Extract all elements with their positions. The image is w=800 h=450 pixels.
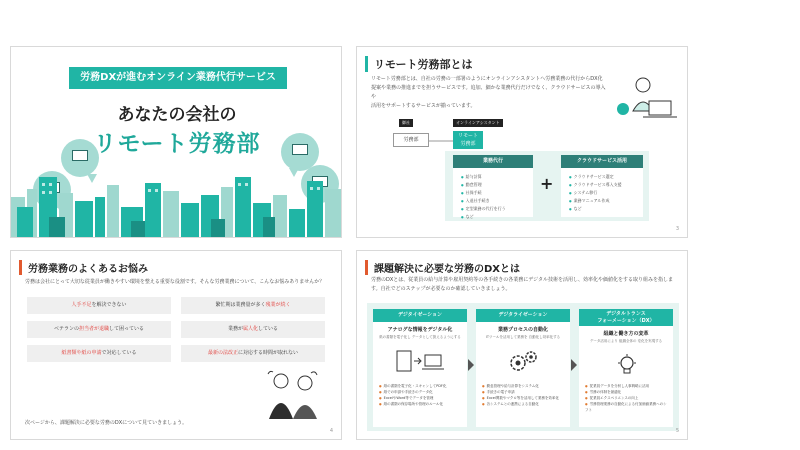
slide-intro: 労務は会社にとって大切な従業員が働きやすい環境を整える重要な役割です。そんな労務業務について、こんなお悩みありませんか？ (25, 279, 325, 285)
slide-title: 労務業務のよくあるお悩み (19, 260, 148, 275)
card-list: ● 給与計算 ● 勤怠管理 ● 社保手続 ● 入退社手続き ● 定型業務の代行を行う ● など (453, 168, 533, 221)
plus-icon: + (540, 174, 554, 193)
person-at-laptop-illustration (613, 71, 679, 129)
pain-point-2: 繁忙期は業務量が多く残業が続く (181, 297, 325, 314)
city-skyline-illustration (11, 167, 342, 238)
connector-line (429, 139, 453, 143)
slide-description: 労務のDXとは、従業員の給与計算や雇用契約等の各手続きの各業務にデジタル技術を活用し、効率化や価値化をする取り組みを指しま す。自社でどのステップが必要なのか確認していきましょう。 (371, 277, 673, 292)
slide-cover[interactable] (10, 46, 342, 238)
tag-company: 御社 (399, 119, 413, 127)
step-subtitle: アナログな情報をデジタル化 (387, 327, 453, 333)
slide-labor-dx[interactable] (356, 250, 688, 440)
pain-point-4: 業務が属人化している (181, 321, 325, 338)
page-number: 4 (329, 428, 333, 434)
card-title: 業務代行 (453, 155, 533, 168)
arrow-right-icon (468, 359, 474, 371)
slide-title: 課題解決に必要な労務のDXとは (365, 260, 520, 275)
step-note: ITツールを活用して業務を 自動化し効率化する (485, 335, 561, 339)
step-list: ● 従業員データを分析し人事戦略に活用 ● 労務の体制を最適化 ● 従業員エクスペリエンスの向上 ● 労務管理業務の自動化による付加価値業務へのシフト (585, 383, 669, 413)
worried-people-illustration (261, 369, 325, 419)
step-title: デジタライゼーション (476, 309, 570, 322)
cover-banner: 労務DXが進むオンライン業務代行サービス (69, 67, 287, 89)
card-cloud-service (561, 155, 643, 217)
step-dx (579, 309, 673, 427)
page-number: 3 (675, 226, 679, 232)
pain-point-5: 紙書類や紙の申請で対応している (27, 345, 171, 362)
pain-point-1: 人手不足を解決できない (27, 297, 171, 314)
document-to-laptop-icon (395, 349, 445, 375)
step-title: デジタイゼーション (373, 309, 467, 322)
cover-heading-line1: あなたの会社の (117, 105, 237, 125)
pain-point-6: 最新の法改正に対応する時間が取れない (181, 345, 325, 362)
slide-common-worries[interactable] (10, 250, 342, 440)
box-remote-dept: リモート 労務部 (453, 131, 483, 149)
step-list: ● 勤怠管理や給与計算をシステム化 ● 手続きの電子申請 ● Excel関数やマクロ等を活用して業務を効率化 ● 各システムとの連携による自動化 (482, 383, 566, 407)
box-labor-dept: 労務部 (393, 133, 429, 147)
slide-remote-labor-dept[interactable] (356, 46, 688, 238)
step-title: デジタルトランス フォーメーション（DX） (579, 309, 673, 326)
arrow-right-icon (571, 359, 577, 371)
page-number: 5 (675, 428, 679, 434)
step-note: 紙の書類を電子化し データとして扱えるようにする (379, 335, 461, 339)
step-digitization (373, 309, 467, 427)
pain-point-3: ベテランの担当者が退職して困っている (27, 321, 171, 338)
card-title: クラウドサービス活用 (561, 155, 643, 168)
gears-icon (506, 349, 540, 375)
step-list: ● 紙の書類を電子化・スキャンしてPDF化 ● 紙での申請や手続きのデータ化 ● ExcelやWord等でデータを管理 ● 紙の書類の保存場所や管理のルール化 (379, 383, 463, 407)
card-business-outsourcing (453, 155, 533, 217)
slide-description: リモート労務部とは、自社の労務の一部署のようにオンラインアシスタントへ労務業務の代行からDX化 提案や業務の推進までを担うサービスです。追加、細かな業務代行だけでなく、クラウドサービスの導入や 活用をサポートするサービスが揃っています。 (371, 76, 606, 109)
slide-footer-text: 次ページから、課題解決に必要な労務のDXについて見ていきましょう。 (25, 420, 188, 426)
tag-assistant: オンラインアシスタント (453, 119, 503, 127)
step-subtitle: 組織と働き方の変革 (603, 331, 649, 337)
lightbulb-icon (615, 353, 639, 377)
cover-heading-line2: リモート労務部 (93, 131, 261, 157)
step-subtitle: 業務プロセスの自動化 (497, 327, 548, 333)
slide-title: リモート労務部とは (365, 56, 473, 72)
step-note: データ活用により 組織全体の 変化を実現する (589, 339, 663, 343)
card-list: ● クラウドサービス選定 ● クラウドサービス導入支援 ● システム移行 ● 業務マニュアル作成 ● など (561, 168, 643, 213)
step-digitalization (476, 309, 570, 427)
